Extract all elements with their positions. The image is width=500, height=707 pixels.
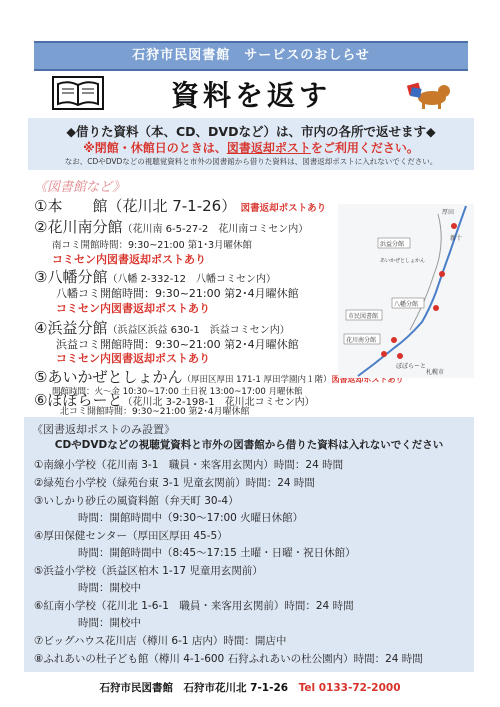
map-label: 新十 [450, 235, 463, 242]
library-name: ⑤あいかぜとしょかん [34, 368, 183, 386]
return-post-warning: CDやDVDなどの視聴覚資料と市外の図書館から借りた資料は入れないでください [54, 439, 444, 451]
location-map [338, 204, 474, 378]
post-note: コミセン内図書返却ポストあり [56, 352, 210, 365]
library-hachiman [34, 266, 276, 287]
coastline [358, 206, 466, 376]
road [410, 214, 441, 330]
footer [0, 680, 500, 695]
library-hours: 浜益コミ開館時間：9:30~21:00 第2･4月曜休館 [56, 338, 299, 351]
library-hamamasu [34, 317, 290, 338]
library-name: ①本 館（花川北 7-1-26） [34, 197, 237, 215]
library-name: ③八幡分館 [34, 268, 108, 286]
library-hours: 南コミ開館時間：9:30~21:00 第1･3月曜休館 [52, 240, 253, 251]
post-location: ②緑苑台小学校（緑苑台東 3-1 児童玄関前）時間：24 時間 [34, 477, 315, 489]
marker-atsuta [451, 223, 457, 229]
dog-carrying-book-icon [404, 80, 452, 110]
map-label: 市民図書館 [348, 313, 379, 320]
library-name: ④浜益分館 [34, 319, 108, 337]
footer-address: 石狩市民図書館 石狩市花川北 7-1-26 [99, 682, 299, 694]
post-note: コミセン内図書返却ポストあり [52, 253, 206, 266]
map-label: 浜益分館 [380, 241, 405, 248]
map-label: ぽぽらーと [396, 363, 427, 370]
intro-line-2 [28, 139, 474, 156]
library-hours: 開館時間：火～金 10:30~17:00 土日祝 13:00~17:00 月曜休館 [52, 387, 303, 397]
intro-return-post: 図書返却ポスト [226, 141, 311, 155]
library-address: （花川南 6-5-27-2 花川南コミセン内） [122, 224, 309, 235]
library-name: ②花川南分館 [34, 218, 123, 236]
marker-poporato [397, 353, 403, 359]
map-label: 八幡分館 [394, 301, 419, 308]
marker-minami [381, 351, 387, 357]
page-title: 資料を返す [170, 79, 331, 112]
intro-closed-note: ※閉館・休館日のときは、 [83, 141, 227, 155]
post-location: ⑦ビッグハウス花川店（樽川 6-1 店内）時間：開店中 [34, 635, 287, 647]
library-address: （浜益区浜益 630-1 浜益コミセン内） [107, 325, 290, 336]
post-hours: 時間：開館時間中（8:45～17:15 土曜・日曜・祝日休館） [78, 547, 356, 559]
libraries-heading: 《図書館など》 [34, 180, 126, 195]
post-location: ③いしかり砂丘の風資料館（弁天町 30-4） [34, 495, 239, 507]
library-main [34, 195, 326, 216]
map-label: 厚田 [442, 209, 455, 216]
post-location: ⑤浜益小学校（浜益区柏木 1-17 児童用玄関前） [34, 565, 263, 577]
post-location: ⑥紅南小学校（花川北 1-6-1 職員・来客用玄関前）時間：24 時間 [34, 600, 354, 612]
map-label: 札幌市 [426, 369, 445, 376]
title-row [34, 74, 468, 116]
marker-hamamasu [439, 271, 445, 277]
map-label: あいかぜとしょかん [380, 258, 426, 264]
intro-use-note: をご利用ください。 [310, 141, 419, 155]
intro-panel [28, 118, 474, 170]
library-address: （厚田区厚田 171-1 厚田学園内１階） [182, 375, 332, 385]
return-post-panel [24, 417, 474, 672]
post-hours: 時間：開館時間中（9:30～17:00 火曜日休館） [78, 512, 304, 524]
post-location: ④厚田保健センター（厚田区厚田 45-5） [34, 530, 228, 542]
library-hours: 八幡コミ開館時間：9:30~21:00 第2･4月曜休館 [56, 287, 299, 300]
post-tag: 図書返却ポストあり [331, 375, 404, 384]
map-label: 花川南分館 [346, 337, 377, 344]
library-name: ⑥ぽぽらーと [34, 391, 123, 409]
marker-hachiman [433, 305, 439, 311]
library-hanakawa-minami [34, 216, 308, 237]
intro-line-3: なお、CDやDVDなどの視聴覚資料と市外の図書館から借りた資料は、図書返却ポストに入れないでください。 [64, 157, 438, 166]
post-hours: 時間：開校中 [78, 617, 141, 629]
post-tag: 図書返却ポストあり [240, 203, 327, 214]
post-location: ①南線小学校（花川南 3-1 職員・来客用玄関内）時間：24 時間 [34, 459, 344, 471]
marker-main [391, 337, 397, 343]
return-post-heading: 《図書返却ポストのみ設置》 [32, 423, 175, 436]
intro-line-1: ◆借りた資料（本、CD、DVDなど）は、市内の各所で返せます◆ [66, 124, 436, 139]
library-hours: 北コミ開館時間：9:30~21:00 第2･4月曜休館 [60, 407, 250, 417]
library-address: （花川北 3-2-198-1 花川北コミセン内） [122, 397, 315, 408]
post-location: ⑧ふれあいの杜子ども館（樽川 4-1-600 石狩ふれあいの杜公園内）時間：24 時間 [34, 653, 423, 665]
post-hours: 時間：開校中 [78, 582, 141, 594]
post-note: コミセン内図書返却ポストあり [56, 302, 210, 315]
banner-header: 石狩市民図書館 サービスのおしらせ [34, 41, 468, 71]
library-address: （八幡 2-332-12 八幡コミセン内） [107, 274, 277, 285]
footer-tel: Tel 0133-72-2000 [298, 682, 401, 694]
